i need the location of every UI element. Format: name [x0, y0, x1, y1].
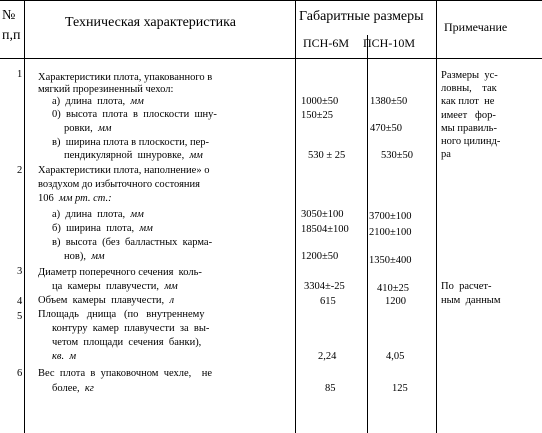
row2-line5 — [52, 224, 153, 235]
row1-line3-unit: мм — [130, 96, 144, 107]
row1-psn10-width: 530±50 — [381, 150, 414, 161]
header-bottom-rule — [0, 58, 542, 59]
row1-line7-text: пендикулярной шнуровке, — [64, 150, 190, 161]
row6-line1: Вес плота в упаковочном чехле, не — [38, 368, 213, 379]
row4-psn6: 615 — [320, 296, 336, 307]
header-note: Примечание — [444, 20, 508, 34]
row3-psn6: 3304±-25 — [304, 281, 345, 292]
row2-line7-text: нов), — [64, 251, 92, 262]
row2-psn10-length: 3700±100 — [369, 211, 412, 222]
row2-line4-unit: мм — [130, 209, 144, 220]
row2-line5-text: б) ширина плота, — [52, 223, 140, 234]
header-number-symbol: № — [2, 8, 16, 23]
row1-psn10-length: 1380±50 — [370, 96, 408, 107]
column-divider-dimensions — [436, 0, 437, 433]
row2-line3-text: 106 — [38, 193, 59, 204]
row6-line2 — [52, 384, 94, 395]
row2-psn6-width: 18504±100 — [301, 224, 349, 235]
row1-note-line1: Размеры ус- — [441, 70, 498, 81]
row1-line3-text: а) длина плота, — [52, 96, 131, 107]
row2-psn6-height: 1200±50 — [301, 251, 339, 262]
row3-line1: Диаметр поперечного сечения коль- — [38, 267, 202, 278]
row4-line1 — [38, 296, 174, 307]
row1-psn6-width: 530 ± 25 — [308, 150, 346, 161]
row2-line7-unit: мм — [91, 251, 105, 262]
row4-number: 4 — [17, 296, 23, 307]
row2-line4-text: а) длина плота, — [52, 209, 131, 220]
row5-unit: кв. м — [52, 351, 77, 362]
row3-line2-unit: мм — [164, 281, 178, 292]
row2-line4 — [52, 210, 144, 221]
row1-line7-unit: мм — [189, 150, 203, 161]
row2-number: 2 — [17, 165, 23, 176]
row1-line5-text: ровки, — [64, 123, 99, 134]
row1-note-line6: ного цилинд- — [441, 136, 501, 147]
row1-line7 — [64, 151, 203, 162]
table-top-rule — [0, 0, 542, 1]
row3-note-line1: По расчет- — [441, 281, 492, 292]
row6-psn10: 125 — [392, 383, 408, 394]
row1-psn10-height: 470±50 — [370, 123, 403, 134]
row6-line2-text: более, — [52, 383, 85, 394]
row2-line2: воздухом до избыточного состояния — [38, 179, 200, 190]
row6-psn6: 85 — [325, 383, 336, 394]
row4-line1-unit: л — [169, 295, 175, 306]
row1-line5 — [64, 124, 111, 135]
row3-line2-text: ца камеры плавучести, — [52, 281, 165, 292]
row2-line3-unit: мм рт. ст.: — [59, 193, 112, 204]
row1-line2: мягкий прорезиненный чехол: — [38, 84, 174, 95]
column-divider-num — [24, 0, 25, 433]
header-dimensions: Габаритные размеры — [299, 9, 424, 24]
row5-line1: Площадь днища (по внутреннему — [38, 309, 205, 320]
row6-line2-unit: кг — [84, 383, 94, 394]
column-divider-psn6 — [367, 35, 368, 433]
row1-number: 1 — [17, 69, 23, 80]
row3-psn10: 410±25 — [377, 283, 410, 294]
row3-line2 — [52, 282, 178, 293]
row2-line5-unit: мм — [139, 223, 153, 234]
row1-note-line4: имеет фор- — [441, 110, 496, 121]
row5-line2: контуру камер плавучести за вы- — [52, 323, 210, 334]
row5-line3: четом площади сечения банки), — [52, 337, 202, 348]
row4-line1-text: Объем камеры плавучести, — [38, 295, 170, 306]
row6-number: 6 — [17, 368, 23, 379]
row1-line6: в) ширина плота в плоскости, пер- — [52, 137, 209, 148]
row3-note-line2: ным данным — [441, 295, 501, 306]
row1-psn6-height: 150±25 — [301, 110, 334, 121]
row2-line7 — [64, 252, 105, 263]
row1-psn6-length: 1000±50 — [301, 96, 339, 107]
header-number-label: п,п — [2, 28, 21, 43]
row2-psn10-width: 2100±100 — [369, 227, 412, 238]
row1-line3 — [52, 97, 144, 108]
row1-note-line5: мы правиль- — [441, 123, 497, 134]
header-characteristic: Техническая характеристика — [65, 15, 236, 30]
row2-line6: в) высота (без балластных карма- — [52, 237, 213, 248]
header-psn6: ПСН-6М — [303, 36, 350, 50]
row2-psn6-length: 3050±100 — [301, 209, 344, 220]
row2-psn10-height: 1350±400 — [369, 255, 412, 266]
row4-psn10: 1200 — [385, 296, 406, 307]
row5-number: 5 — [17, 311, 23, 322]
row1-note-line3: как плот не — [441, 96, 495, 107]
row2-line3 — [38, 194, 112, 205]
row1-line1: Характеристики плота, упакованного в — [38, 72, 213, 83]
header-psn10: ПСН-10М — [363, 36, 416, 50]
row5-psn6: 2,24 — [318, 351, 337, 362]
column-divider-characteristic — [295, 0, 296, 433]
row1-line4: 0) высота плота в плоскости шну- — [52, 109, 217, 120]
row1-note-line2: ловны, так — [441, 83, 497, 94]
row3-number: 3 — [17, 266, 23, 277]
row2-line1: Характеристики плота, наполнение» о — [38, 165, 210, 176]
row1-note-line7: ра — [441, 149, 451, 160]
row1-line5-unit: мм — [98, 123, 112, 134]
row5-psn10: 4,05 — [386, 351, 405, 362]
